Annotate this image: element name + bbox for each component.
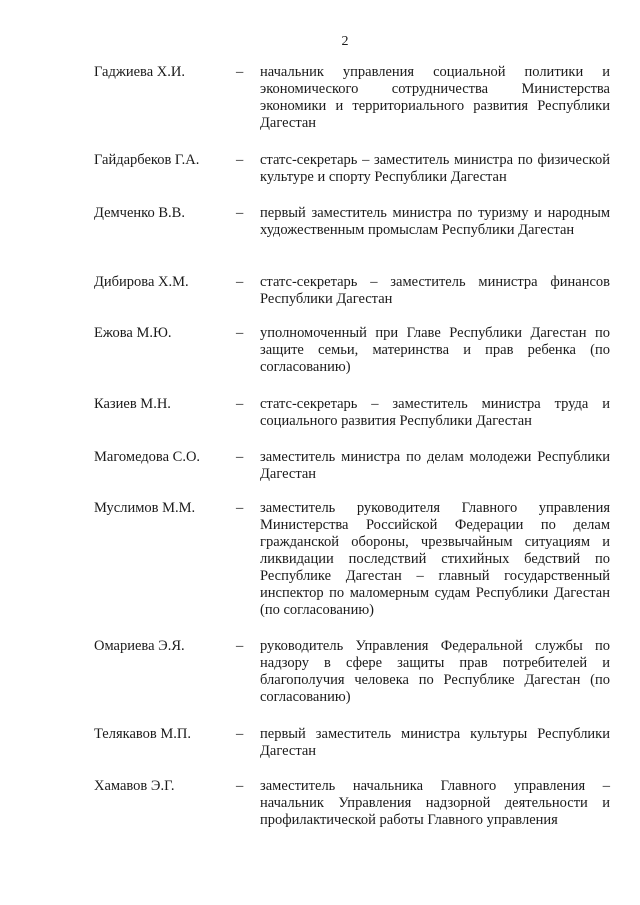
member-name: Дибирова Х.М.: [94, 274, 189, 290]
member-name: Омариева Э.Я.: [94, 638, 185, 654]
dash-separator: –: [236, 726, 244, 742]
list-item: [94, 778, 610, 829]
list-item: [94, 205, 610, 239]
list-item: [94, 274, 610, 308]
member-position: руководитель Управления Федеральной службы по надзору в сфере защиты прав потребителей и благополучия человека по Республике Дагестан (по согласованию): [260, 638, 610, 705]
page-number: 2: [341, 34, 349, 49]
member-name: Казиев М.Н.: [94, 396, 171, 412]
member-position: уполномоченный при Главе Республики Дагестан по защите семьи, материнства и прав ребенка (по согласованию): [260, 325, 610, 375]
dash-separator: –: [236, 152, 244, 168]
list-item: [94, 500, 610, 619]
list-item: [94, 449, 610, 483]
member-position: первый заместитель министра по туризму и народным художественным промыслам Республики Дагестан: [260, 205, 610, 238]
member-position: статс-секретарь – заместитель министра по физической культуре и спорту Республики Дагестан: [260, 152, 610, 185]
dash-separator: –: [236, 778, 244, 794]
member-position: начальник управления социальной политики и экономического сотрудничества Министерства экономики и территориального развития Республики Дагестан: [260, 64, 610, 131]
member-position: статс-секретарь – заместитель министра финансов Республики Дагестан: [260, 274, 610, 307]
list-item: [94, 726, 610, 760]
dash-separator: –: [236, 205, 244, 221]
member-name: Хамавов Э.Г.: [94, 778, 175, 794]
dash-separator: –: [236, 449, 244, 465]
member-position: заместитель начальника Главного управления – начальник Управления надзорной деятельности и профилактической работы Главного управления: [260, 778, 610, 828]
dash-separator: –: [236, 274, 244, 290]
member-position: первый заместитель министра культуры Республики Дагестан: [260, 726, 610, 759]
list-item: [94, 396, 610, 430]
member-name: Демченко В.В.: [94, 205, 185, 221]
member-name: Ежова М.Ю.: [94, 325, 172, 341]
member-name: Магомедова С.О.: [94, 449, 201, 465]
dash-separator: –: [236, 396, 244, 412]
member-name: Гаджиева Х.И.: [94, 64, 185, 80]
dash-separator: –: [236, 64, 244, 80]
list-item: [94, 152, 610, 186]
dash-separator: –: [236, 325, 244, 341]
member-name: Гайдарбеков Г.А.: [94, 152, 200, 168]
member-position: заместитель министра по делам молодежи Республики Дагестан: [260, 449, 610, 482]
dash-separator: –: [236, 638, 244, 654]
list-item: [94, 638, 610, 706]
member-name: Телякавов М.П.: [94, 726, 191, 742]
dash-separator: –: [236, 500, 244, 516]
member-name: Муслимов М.М.: [94, 500, 196, 516]
member-position: заместитель руководителя Главного управления Министерства Российской Федерации по делам гражданской обороны, чрезвычайным ситуациям и ликвидации последствий стихийных бедствий по Республике Дагестан – главный государственный инспектор по маломерным судам Республики Дагестан (по согласованию): [260, 500, 610, 618]
member-position: статс-секретарь – заместитель министра труда и социального развития Республики Дагестан: [260, 396, 610, 429]
list-item: [94, 325, 610, 376]
list-item: [94, 64, 610, 132]
